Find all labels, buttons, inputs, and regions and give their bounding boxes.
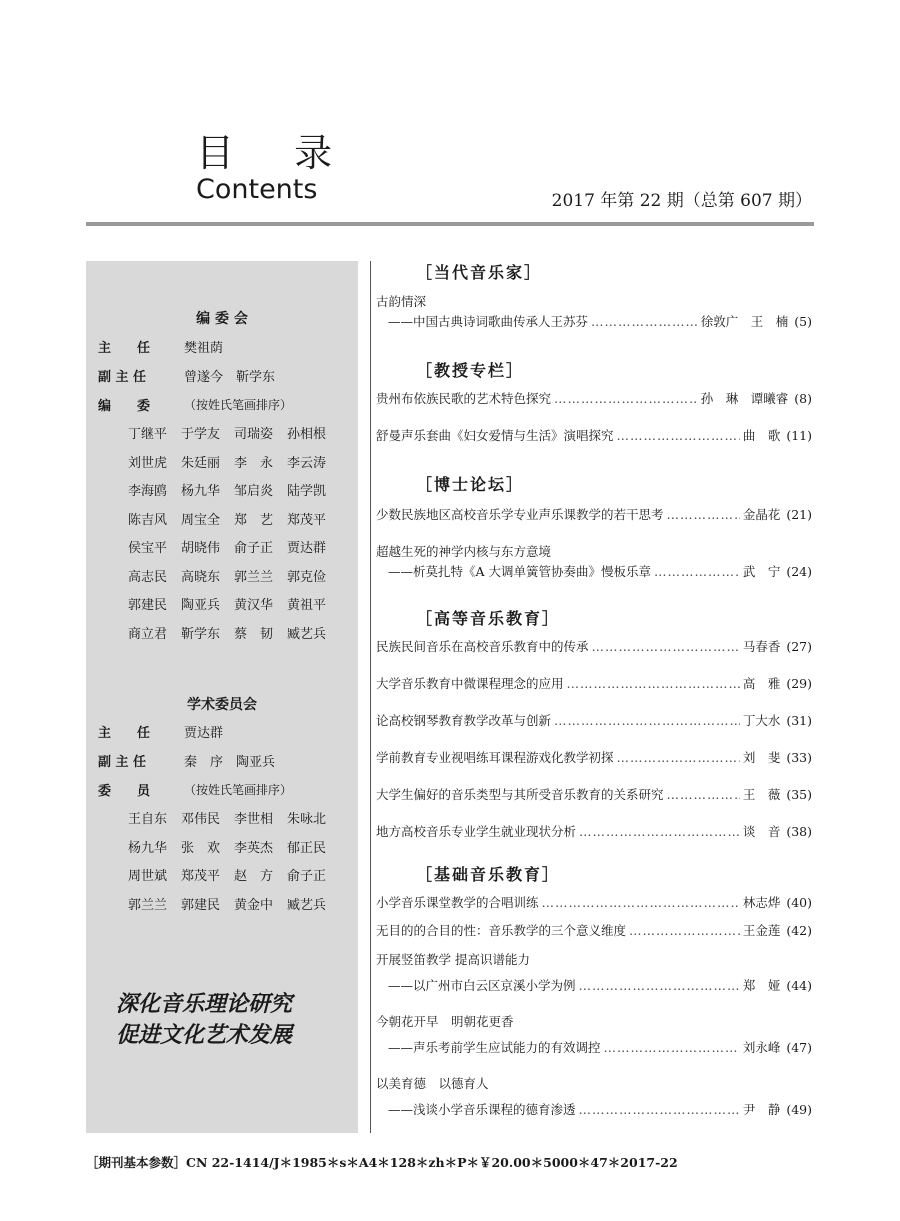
member-name: 陆学凯: [287, 484, 327, 499]
editorial-members-role: 编 委: [98, 399, 151, 414]
toc-entry-title: 大学生偏好的音乐类型与其所受音乐教育的关系研究: [376, 787, 664, 802]
sidebar-panel: [86, 261, 358, 1133]
toc-entry-author: 王金莲: [742, 923, 781, 938]
member-name: 臧艺兵: [287, 897, 327, 913]
member-name: 黄祖平: [287, 598, 327, 613]
academic-chief-role: 主 任: [98, 726, 151, 741]
toc-entry-page: (5): [794, 314, 812, 329]
member-name: 郑茂平: [287, 512, 327, 528]
member-name: 高晓东: [181, 569, 221, 585]
member-row: [128, 623, 348, 652]
category-heading: ［高等音乐教育］: [416, 609, 561, 628]
toc-entry-author: 孙 琳 谭曦睿: [700, 391, 789, 406]
member-name: 郭克俭: [287, 569, 327, 585]
member-name: 郭建民: [128, 598, 168, 613]
member-name: 丁继平: [128, 427, 168, 442]
member-name: 邹启炎: [234, 484, 274, 499]
member-name: 司瑞姿: [234, 427, 274, 442]
toc-entry-page: (42): [786, 923, 812, 938]
leader-dots: [604, 1040, 740, 1055]
member-row: [128, 480, 348, 509]
editorial-members-grid: [128, 423, 348, 651]
slogan-line: 深化音乐理论研究: [116, 991, 293, 1017]
member-name: 李海鸥: [128, 484, 168, 499]
toc-entry[interactable]: [376, 893, 812, 913]
member-name: 孙相根: [287, 427, 327, 442]
toc-entry-title: 今朝花开早 明朝花更香: [376, 1014, 514, 1029]
toc-entry[interactable]: [376, 921, 812, 941]
toc-entry-author: 武 宁: [742, 564, 781, 579]
member-name: 朱咏北: [287, 812, 327, 827]
editorial-chief-role: 主 任: [98, 341, 151, 356]
category-heading: ［基础音乐教育］: [416, 865, 561, 884]
toc-entry-title: 舒曼声乐套曲《妇女爱情与生活》演唱探究: [376, 428, 614, 443]
page-title-english: Contents: [196, 174, 318, 205]
member-name: 李英杰: [234, 840, 274, 856]
toc-entry-page: (47): [786, 1040, 812, 1055]
member-name: 李云涛: [287, 455, 327, 471]
toc-entry-author: 王 薇: [742, 787, 781, 802]
toc-entry-author: 尹 静: [742, 1102, 781, 1117]
leader-dots: [542, 895, 740, 910]
member-name: 郭建民: [181, 897, 221, 913]
toc-entry-author: 高 雅: [742, 676, 781, 691]
toc-entry-page: (11): [786, 428, 812, 443]
toc-entry[interactable]: [376, 505, 812, 525]
member-name: 高志民: [128, 569, 168, 585]
member-row: [128, 566, 348, 595]
toc-entry-title: 开展竖笛教学 提高识谱能力: [376, 952, 530, 967]
toc-entry[interactable]: [376, 389, 812, 409]
academic-members-note: （按姓氏笔画排序）: [184, 783, 293, 797]
category-heading: ［教授专栏］: [416, 361, 525, 380]
leader-dots: [579, 1102, 740, 1117]
toc-entry-title: 无目的的合目的性：音乐教学的三个意义维度: [376, 923, 627, 938]
editorial-deputy: 曾遂今 靳学东: [184, 370, 276, 385]
toc-entry-subtitle: ——中国古典诗词歌曲传承人王苏芬: [388, 314, 589, 329]
toc-entry-subtitle-line: [376, 312, 812, 332]
member-name: 杨九华: [128, 840, 168, 856]
toc-entry-subtitle: ——浅谈小学音乐课程的德育渗透: [388, 1102, 576, 1117]
category-heading: ［当代音乐家］: [416, 263, 543, 282]
toc-entry-title: 论高校钢琴教育教学改革与创新: [376, 713, 552, 728]
member-name: 李 永: [234, 455, 274, 471]
toc-entry-page: (49): [786, 1102, 812, 1117]
member-row: [128, 423, 348, 452]
toc-entry-title: 古韵情深: [376, 294, 427, 309]
member-row: [128, 808, 348, 837]
category-heading: ［博士论坛］: [416, 475, 525, 494]
toc-entry-title: 少数民族地区高校音乐学专业声乐课教学的若干思考: [376, 507, 664, 522]
member-name: 郭兰兰: [234, 569, 274, 585]
academic-deputy: 秦 序 陶亚兵: [184, 755, 276, 770]
toc-entry[interactable]: [376, 711, 812, 731]
toc-entry[interactable]: [376, 785, 812, 805]
editorial-board-title: 编 委 会: [196, 311, 248, 327]
editorial-members-note: （按姓氏笔画排序）: [184, 398, 293, 412]
member-name: 刘世虎: [128, 455, 168, 471]
leader-dots: [579, 824, 740, 839]
academic-chief: 贾达群: [184, 726, 224, 741]
toc-entry[interactable]: [376, 1074, 812, 1120]
member-name: 臧艺兵: [287, 626, 327, 642]
academic-deputy-role: 副 主 任: [98, 755, 147, 770]
toc-entry[interactable]: [376, 674, 812, 694]
column-divider: [370, 261, 371, 1133]
member-name: 陈吉风: [128, 512, 168, 528]
member-row: [128, 865, 348, 894]
toc-entry-author: 金晶花: [742, 507, 781, 522]
member-name: 郑茂平: [181, 869, 221, 884]
leader-dots: [554, 391, 698, 406]
toc-entry-subtitle: ——声乐考前学生应试能力的有效调控: [388, 1040, 601, 1055]
toc-entry-author: 刘永峰: [742, 1040, 781, 1055]
leader-dots: [567, 676, 740, 691]
member-name: 俞子正: [287, 869, 327, 884]
toc-entry[interactable]: [376, 292, 812, 332]
toc-entry-page: (35): [786, 787, 812, 802]
toc-entry-author: 谈 音: [742, 824, 781, 839]
member-name: 郑 艺: [234, 512, 274, 528]
toc-entry-page: (8): [794, 391, 812, 406]
toc-entry-page: (27): [786, 639, 812, 654]
toc-entry-title: 地方高校音乐专业学生就业现状分析: [376, 824, 577, 839]
member-row: [128, 537, 348, 566]
member-name: 郁正民: [287, 840, 327, 856]
page-title: 目 录: [196, 131, 357, 175]
leader-dots: [554, 713, 740, 728]
toc-entry[interactable]: [376, 542, 812, 582]
toc-entry[interactable]: [376, 822, 812, 842]
toc-entry-author: 徐敦广 王 楠: [700, 314, 789, 329]
header-rule: [86, 222, 814, 226]
toc-entry-author: 马春香: [742, 639, 781, 654]
toc-entry-title: 学前教育专业视唱练耳课程游戏化教学初探: [376, 750, 614, 765]
toc-entry-page: (24): [786, 564, 812, 579]
leader-dots: [579, 978, 740, 993]
toc-entry[interactable]: [376, 748, 812, 768]
toc-entry-page: (33): [786, 750, 812, 765]
member-name: 胡晓伟: [181, 541, 221, 556]
member-name: 张 欢: [181, 840, 221, 856]
academic-committee-title: 学术委员会: [187, 697, 257, 713]
leader-dots: [617, 750, 740, 765]
member-name: 靳学东: [181, 626, 221, 642]
toc-entry-author: 丁大水: [742, 713, 781, 728]
toc-entry-page: (29): [786, 676, 812, 691]
toc-entry[interactable]: [376, 637, 812, 657]
leader-dots: [629, 923, 740, 938]
member-name: 赵 方: [234, 869, 274, 884]
member-name: 邓伟民: [181, 812, 221, 827]
member-row: [128, 509, 348, 538]
editorial-chief: 樊祖荫: [184, 341, 224, 356]
member-name: 贾达群: [287, 541, 327, 556]
toc-entry-author: 郑 娅: [742, 978, 781, 993]
leader-dots: [591, 314, 698, 329]
member-name: 李世相: [234, 812, 274, 827]
leader-dots: [667, 507, 740, 522]
editorial-deputy-role: 副 主 任: [98, 370, 147, 385]
leader-dots: [654, 564, 740, 579]
member-row: [128, 452, 348, 481]
toc-entry-title: 小学音乐课堂教学的合唱训练: [376, 895, 539, 910]
toc-entry-page: (44): [786, 978, 812, 993]
member-name: 商立君: [128, 626, 168, 642]
toc-entry-author: 曲 歌: [742, 428, 781, 443]
toc-entry-title: 超越生死的神学内核与东方意境: [376, 544, 552, 559]
toc-entry-title: 大学音乐教育中微课程理念的应用: [376, 676, 564, 691]
member-name: 郭兰兰: [128, 897, 168, 913]
member-name: 黄汉华: [234, 598, 274, 613]
issue-number: 2017 年第 22 期（总第 607 期）: [551, 191, 812, 211]
toc-entry-title: 民族民间音乐在高校音乐教育中的传承: [376, 639, 589, 654]
slogan: [116, 989, 346, 1051]
toc-entry[interactable]: [376, 950, 812, 996]
toc-entry-title: 贵州布依族民歌的艺术特色探究: [376, 391, 552, 406]
slogan-line: 促进文化艺术发展: [116, 1022, 293, 1048]
toc-entry[interactable]: [376, 426, 812, 446]
toc-entry-page: (38): [786, 824, 812, 839]
academic-members-role: 委 员: [98, 784, 151, 799]
member-name: 陶亚兵: [181, 598, 221, 613]
leader-dots: [617, 428, 740, 443]
toc-entry-subtitle: ——析莫扎特《A 大调单簧管协奏曲》慢板乐章: [388, 564, 652, 579]
toc-entry[interactable]: [376, 1012, 812, 1058]
academic-members-grid: [128, 808, 348, 922]
member-row: [128, 837, 348, 866]
member-name: 朱廷丽: [181, 455, 221, 471]
member-name: 王自东: [128, 812, 168, 827]
member-name: 杨九华: [181, 484, 221, 499]
member-name: 蔡 韧: [234, 626, 274, 642]
member-name: 黄金中: [234, 897, 274, 913]
toc-entry-title: 以美育德 以德育人: [376, 1076, 489, 1091]
leader-dots: [592, 639, 740, 654]
toc-entry-page: (31): [786, 713, 812, 728]
member-name: 周宝全: [181, 512, 221, 528]
member-row: [128, 594, 348, 623]
toc-entry-page: (21): [786, 507, 812, 522]
member-row: [128, 894, 348, 923]
toc-entry-author: 林志烨: [742, 895, 781, 910]
leader-dots: [667, 787, 740, 802]
toc-entry-author: 刘 斐: [742, 750, 781, 765]
toc-entry-page: (40): [786, 895, 812, 910]
toc-entry-subtitle: ——以广州市白云区京溪小学为例: [388, 978, 576, 993]
journal-parameters: ［期刊基本参数］CN 22-1414/J＊1985＊s＊A4＊128＊zh＊P＊￥20.00＊5000＊47＊2017-22: [86, 1155, 678, 1170]
member-name: 于学友: [181, 427, 221, 442]
member-name: 侯宝平: [128, 541, 168, 556]
member-name: 周世斌: [128, 869, 168, 884]
member-name: 俞子正: [234, 541, 274, 556]
